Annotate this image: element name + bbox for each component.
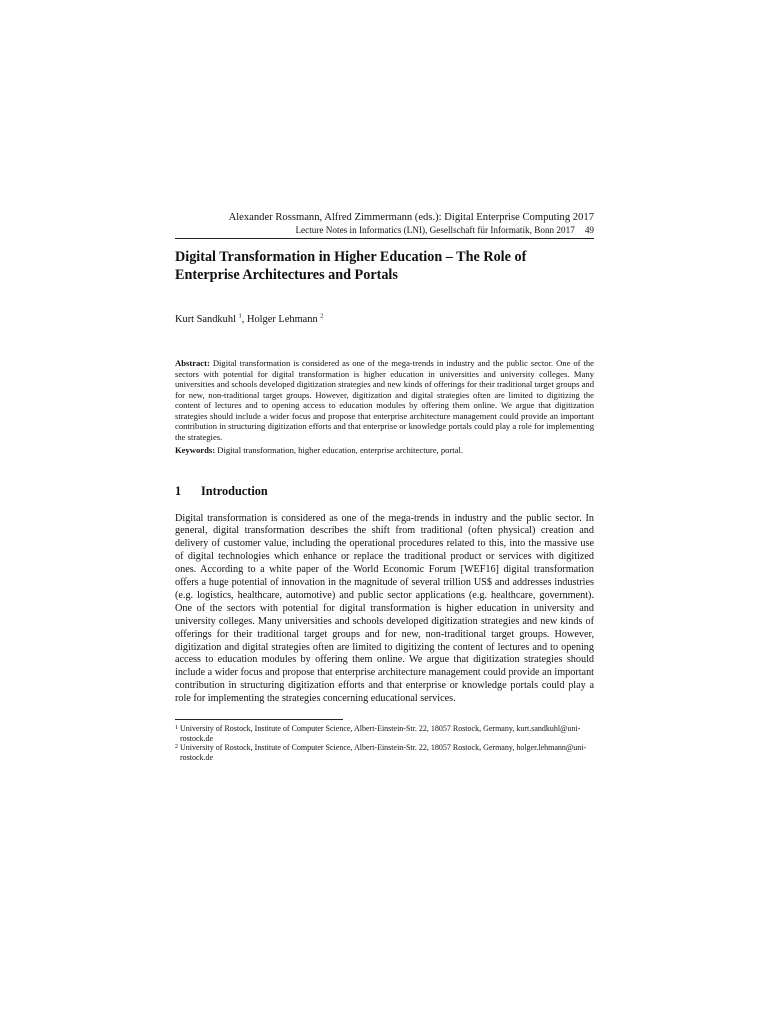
header-series-line	[175, 224, 594, 236]
section-heading	[175, 484, 594, 499]
header-proceedings-line: Alexander Rossmann, Alfred Zimmermann (eds.): Digital Enterprise Computing 2017	[228, 212, 594, 223]
author-list	[175, 313, 594, 326]
footnote-divider	[175, 719, 343, 720]
footnote	[175, 743, 594, 762]
section-title: Introduction	[201, 483, 268, 498]
paper-title: Digital Transformation in Higher Education – The Role of Enterprise Architectures and Portals	[175, 249, 527, 283]
footnote-text: University of Rostock, Institute of Computer Science, Albert-Einstein-Str. 22, 18057 Rostock, Germany, holger.lehmann@uni-rostock.de	[180, 743, 587, 762]
author-affiliation-mark: 1	[238, 312, 242, 320]
abstract-text: Digital transformation is considered as one of the mega-trends in industry and the public sector. One of the sectors with potential for digital transformation is higher education in universities and university colleges. Many universities and schools developed digitization strategies and new kinds of offerings for their traditional target groups and for new, non-traditional target groups. However, digitization and digital strategies often are limited to digitizing the content of lectures and to opening access to education modules by offering them online. We argue that digitization strategies should include a wider focus and propose that enterprise architecture management could provide an important contribution in structuring digitization efforts and that enterprise or knowledge portals could play a role for implementing the strategies.	[175, 358, 594, 442]
footnote	[175, 724, 594, 743]
keywords	[175, 445, 594, 456]
paper-page	[175, 211, 594, 762]
author-separator: ,	[241, 314, 247, 325]
footnote-text: University of Rostock, Institute of Computer Science, Albert-Einstein-Str. 22, 18057 Rostock, Germany, kurt.sandkuhl@uni-rostock.de	[180, 724, 581, 743]
abstract-label: Abstract:	[175, 358, 210, 368]
footnote-mark: 2	[175, 744, 178, 751]
footnote-mark: 1	[175, 725, 178, 732]
running-header	[175, 211, 594, 239]
section-body: Digital transformation is considered as one of the mega-trends in industry and the public sector. In general, digital transformation describes the shift from traditional (often physical) creation and delivery of customer value, including the operational procedures related to this, into the massive use of digital technologies which enhance or replace the traditional product or services with digitized ones. According to a white paper of the World Economic Forum [WEF16] digital transformation offers a huge potential of innovation in the magnitude of several trillion US$ and addresses industries (e.g. logistics, healthcare, automotive) and public sector applications (e.g. healthcare, government). One of the sectors with potential for digital transformation is higher education in university and university colleges. Many universities and schools developed digitization strategies and new kinds of offerings for their traditional target groups and for new, non-traditional target groups. However, digitization and digital strategies often are limited to digitizing the content of lectures and to opening access to education modules by offering them online. We argue that digitization strategies should include a wider focus and propose that enterprise architecture management could provide an important contribution in structuring digitization efforts and that enterprise or knowledge portals could play a role for implementing the strategies concerning educational services.	[175, 512, 594, 705]
keywords-label: Keywords:	[175, 445, 216, 455]
header-series-text: Lecture Notes in Informatics (LNI), Gesellschaft für Informatik, Bonn 2017	[295, 225, 575, 235]
author-affiliation-mark: 2	[320, 312, 324, 320]
page-number: 49	[584, 225, 594, 235]
footnotes	[175, 724, 594, 762]
author-name: Kurt Sandkuhl	[175, 314, 236, 325]
keywords-text: Digital transformation, higher education, enterprise architecture, portal.	[217, 445, 464, 455]
author-name: Holger Lehmann	[246, 314, 318, 325]
section-number: 1	[175, 483, 182, 498]
abstract	[175, 358, 594, 442]
